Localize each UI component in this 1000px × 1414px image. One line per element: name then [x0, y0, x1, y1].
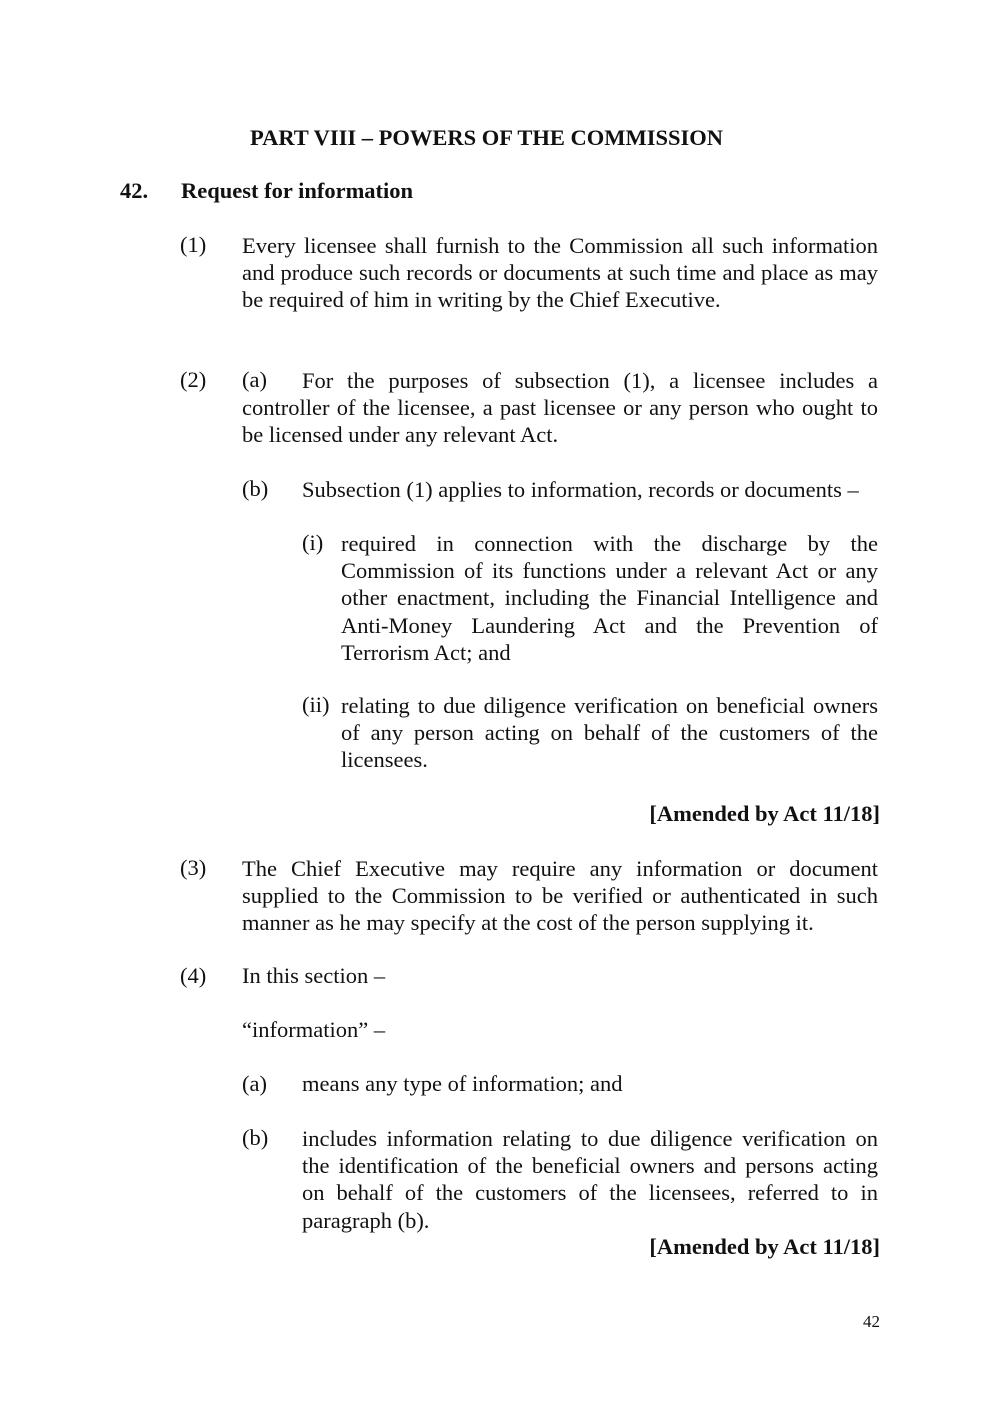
subsection-2b-text: Subsection (1) applies to information, records or documents –	[302, 477, 859, 502]
defined-term: “information” –	[242, 1017, 386, 1042]
subsection-2a-label: (a)	[242, 367, 267, 392]
amendment-note: [Amended by Act 11/18]	[649, 1234, 880, 1259]
part-heading: PART VIII – POWERS OF THE COMMISSION	[250, 125, 724, 150]
definition-a-label: (a)	[242, 1071, 267, 1096]
section-number: 42.	[120, 178, 149, 203]
definition-b-label: (b)	[242, 1125, 269, 1150]
subsection-4-intro: In this section –	[242, 963, 386, 988]
subsection-1-text: Every licensee shall furnish to the Commission all such information and produce such records or documents at such time and place as may be required of him in writing by the Chief Executive.	[242, 233, 878, 313]
amendment-note: [Amended by Act 11/18]	[649, 801, 880, 826]
paragraph-ii-label: (ii)	[302, 692, 330, 717]
subsection-4-label: (4)	[180, 963, 207, 988]
subsection-2b-label: (b)	[242, 476, 269, 501]
paragraph-i-label: (i)	[302, 530, 324, 555]
subsection-2a-text: For the purposes of subsection (1), a licensee includes a controller of the licensee, a past licensee or any person who ought to be licensed under any relevant Act.	[242, 368, 878, 448]
paragraph-ii-text: relating to due diligence verification on beneficial owners of any person acting on behalf of the customers of the licensees.	[341, 693, 878, 773]
paragraph-i-text: required in connection with the discharge by the Commission of its functions under a relevant Act or any other enactment, including the Financial Intelligence and Anti-Money Laundering Act and the Prevention of Terrorism Act; and	[341, 531, 878, 665]
subsection-3-label: (3)	[180, 855, 207, 880]
page-number: 42	[863, 1312, 880, 1331]
subsection-3-text: The Chief Executive may require any information or document supplied to the Commission to be verified or authenticated in such manner as he may specify at the cost of the person supplying it.	[242, 856, 878, 936]
subsection-2-label: (2)	[180, 367, 207, 392]
definition-b-text: includes information relating to due diligence verification on the identification of the beneficial owners and persons acting on behalf of the customers of the licensees, referred to in paragraph (b).	[302, 1126, 878, 1233]
definition-a-text: means any type of information; and	[302, 1071, 623, 1096]
subsection-1-label: (1)	[180, 232, 207, 257]
section-title: Request for information	[181, 178, 414, 203]
